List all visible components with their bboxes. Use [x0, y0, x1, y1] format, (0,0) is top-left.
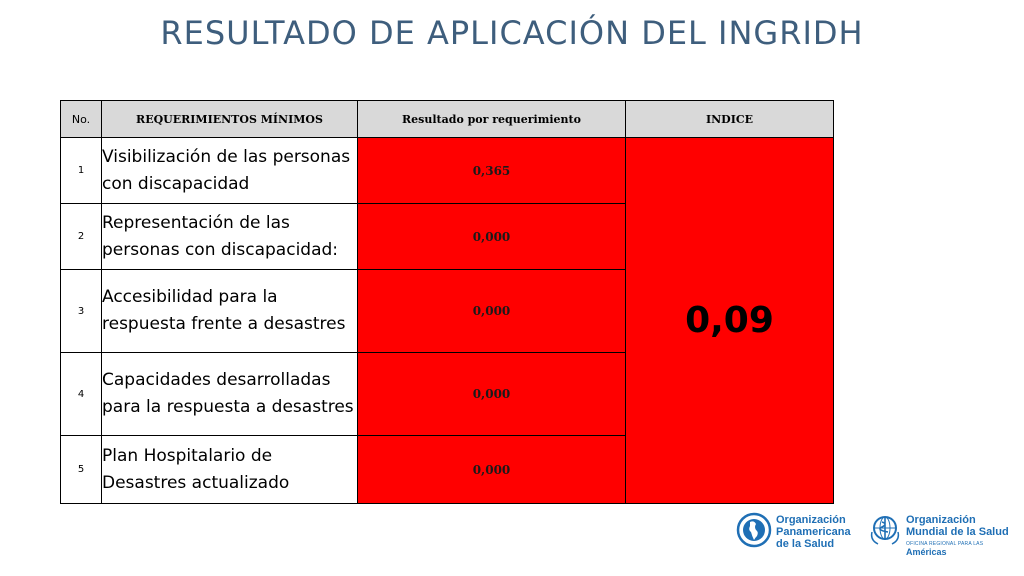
globe-americas-icon [736, 512, 772, 548]
slide-title: RESULTADO DE APLICACIÓN DEL INGRIDH [160, 14, 864, 52]
result-cell: 0,000 [358, 436, 626, 504]
footer-logos [736, 510, 1016, 560]
index-value: 0,09 [626, 138, 834, 504]
who-name: Organización Mundial de la Salud OFICINA REGIONAL PARA LAS Américas [906, 514, 1009, 557]
result-cell: 0,000 [358, 270, 626, 353]
row-number: 1 [61, 138, 102, 204]
requirement-cell: Plan Hospitalario de Desastres actualizado [102, 436, 358, 504]
result-cell: 0,000 [358, 353, 626, 436]
requirement-cell: Representación de las personas con discapacidad: [102, 204, 358, 270]
header-result: Resultado por requerimiento [358, 101, 626, 138]
paho-logo [736, 510, 856, 556]
result-cell: 0,365 [358, 138, 626, 204]
header-index: INDICE [626, 101, 834, 138]
row-number: 4 [61, 353, 102, 436]
requirement-cell: Accesibilidad para la respuesta frente a desastres [102, 270, 358, 353]
table-header-row [61, 101, 834, 138]
header-no: No. [61, 101, 102, 138]
table-row [61, 138, 834, 204]
results-table [60, 100, 834, 504]
who-logo [868, 510, 1018, 556]
requirement-cell: Visibilización de las personas con discapacidad [102, 138, 358, 204]
result-cell: 0,000 [358, 204, 626, 270]
who-emblem-icon [868, 512, 902, 548]
requirement-cell: Capacidades desarrolladas para la respuesta a desastres [102, 353, 358, 436]
row-number: 2 [61, 204, 102, 270]
row-number: 5 [61, 436, 102, 504]
header-requirement: REQUERIMIENTOS MÍNIMOS [102, 101, 358, 138]
paho-name: Organización Panamericana de la Salud [776, 514, 851, 550]
row-number: 3 [61, 270, 102, 353]
